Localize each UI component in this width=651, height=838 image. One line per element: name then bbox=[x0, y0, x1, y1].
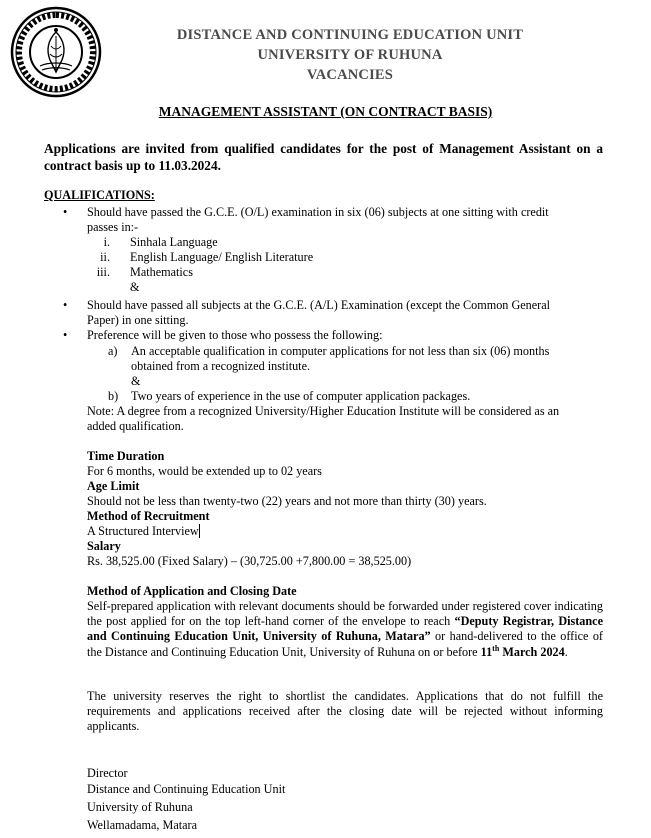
qualification-2-line1: Should have passed all subjects at the G.C.E. (A/L) Examination (except the Common General bbox=[87, 298, 551, 312]
header-university-name: UNIVERSITY OF RUHUNA bbox=[257, 47, 443, 63]
recruitment-method-text-wrap bbox=[87, 524, 603, 539]
post-title: MANAGEMENT ASSISTANT (ON CONTRACT BASIS) bbox=[158, 104, 493, 119]
qualification-1-line2: passes in:- bbox=[87, 220, 139, 234]
qualifications-heading: QUALIFICATIONS: bbox=[44, 188, 155, 202]
recruitment-method-heading: Method of Recruitment bbox=[87, 509, 210, 523]
preference-a-line1: An acceptable qualification in computer applications for not less than six (06) months bbox=[131, 344, 550, 358]
note-line2: added qualification. bbox=[87, 419, 184, 433]
application-text: Self-prepared application with relevant documents should be forwarded under registered cover indicating the post applied for on the top left-hand corner of the envelope to reach bbox=[87, 599, 603, 629]
closing-date-month-year: March 2024 bbox=[499, 644, 565, 659]
preference-b-text: Two years of experience in the use of computer application packages. bbox=[131, 389, 471, 403]
application-text-cont: or hand-delivered to the office of the Distance and Continuing Education Unit, University of Ruhuna on or before bbox=[87, 629, 603, 659]
recruitment-method-text: A Structured Interview bbox=[87, 524, 199, 538]
subject-item: Mathematics bbox=[130, 265, 193, 279]
ampersand: & bbox=[131, 374, 141, 388]
header-unit-name: DISTANCE AND CONTINUING EDUCATION UNIT bbox=[176, 27, 524, 43]
preference-a-label: a) bbox=[108, 344, 118, 358]
salary-heading: Salary bbox=[87, 539, 121, 553]
shortlist-paragraph: The university reserves the right to shortlist the candidates. Applications that do not fulfill the requirements and applications received after the closing date will be rejected without informing applicants. bbox=[87, 689, 603, 734]
application-text-end: . bbox=[564, 644, 568, 659]
preference-b-label: b) bbox=[108, 389, 119, 403]
note-line1: Note: A degree from a recognized University/Higher Education Institute will be considered as an bbox=[87, 404, 560, 418]
qualification-1-line1: Should have passed the G.C.E. (O/L) examination in six (06) subjects at one sitting with credit bbox=[87, 205, 549, 219]
closing-date bbox=[481, 645, 565, 659]
closing-date-day: 11 bbox=[480, 644, 493, 659]
bullet-3-icon: • bbox=[63, 328, 68, 342]
subject-num: i. bbox=[103, 235, 110, 249]
age-limit-text: Should not be less than twenty-two (22) years and not more than thirty (30) years. bbox=[87, 494, 487, 508]
signature-university: University of Ruhuna bbox=[87, 800, 193, 814]
salary-text: Rs. 38,525.00 (Fixed Salary) – (30,725.00 +7,800.00 = 38,525.00) bbox=[87, 554, 412, 568]
qualification-2-line2: Paper) in one sitting. bbox=[87, 313, 189, 327]
closing-date-suffix: th bbox=[492, 643, 500, 653]
deputy-registrar-address: “Deputy Registrar, Distance and Continuing Education Unit, University of Ruhuna, Matara” bbox=[87, 614, 603, 644]
age-limit-heading: Age Limit bbox=[87, 479, 140, 493]
subject-num: ii. bbox=[100, 250, 110, 264]
intro-paragraph: Applications are invited from qualified candidates for the post of Management Assistant on a contract basis up to 11.03.2024. bbox=[44, 141, 603, 173]
signature-title: Director bbox=[87, 766, 128, 780]
time-duration-heading: Time Duration bbox=[87, 449, 165, 463]
subject-item: Sinhala Language bbox=[130, 235, 218, 249]
subject-num: iii. bbox=[96, 265, 110, 279]
ampersand: & bbox=[130, 280, 140, 294]
preference-a-line2: obtained from a recognized institute. bbox=[131, 359, 311, 373]
time-duration-text: For 6 months, would be extended up to 02 years bbox=[87, 464, 322, 478]
bullet-2-icon: • bbox=[63, 298, 68, 312]
university-seal-logo bbox=[10, 6, 102, 98]
signature-unit: Distance and Continuing Education Unit bbox=[87, 782, 286, 796]
application-paragraph bbox=[87, 599, 603, 660]
subject-item: English Language/ English Literature bbox=[130, 250, 314, 264]
signature-address: Wellamadama, Matara bbox=[87, 818, 198, 832]
qualification-3: Preference will be given to those who possess the following: bbox=[87, 328, 383, 342]
header-vacancies: VACANCIES bbox=[306, 67, 394, 83]
application-heading: Method of Application and Closing Date bbox=[87, 584, 297, 598]
bullet-1-icon: • bbox=[63, 205, 68, 219]
